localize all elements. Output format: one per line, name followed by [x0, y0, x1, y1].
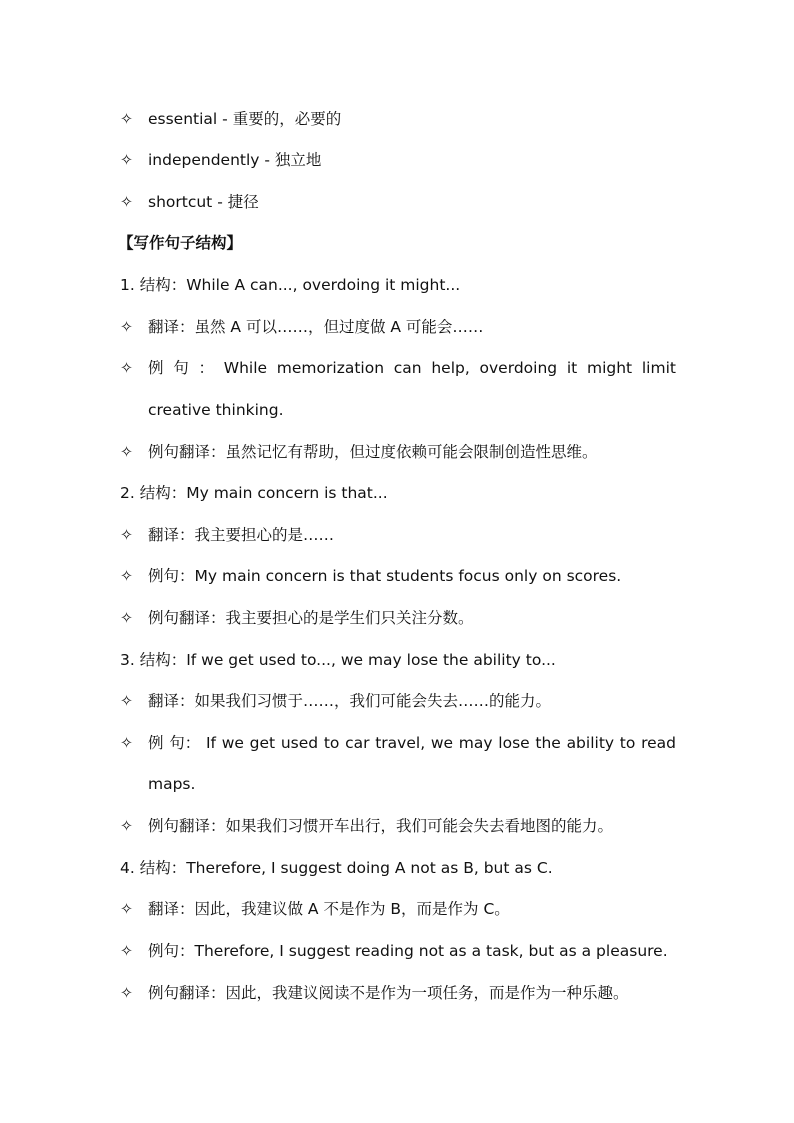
diamond-star-icon: ✧ — [120, 942, 133, 960]
structure-4: 4. 结构：Therefore, I suggest doing A not as B, but as C. — [120, 859, 553, 877]
vocab-word: independently — [148, 151, 260, 169]
example-1-line: 例 句 ： While memorization can help, overdoing it might limit — [148, 359, 676, 377]
diamond-star-icon: ✧ — [120, 567, 133, 585]
structure-2: 2. 结构：My main concern is that... — [120, 484, 388, 502]
diamond-star-icon: ✧ — [120, 193, 133, 211]
section-heading: 【写作句子结构】 — [118, 234, 243, 252]
structure-3: 3. 结构：If we get used to..., we may lose the ability to... — [120, 651, 556, 669]
vocab-meaning: 重要的，必要的 — [232, 110, 342, 128]
diamond-star-icon: ✧ — [120, 110, 133, 128]
diamond-star-icon: ✧ — [120, 318, 133, 336]
vocab-word: essential — [148, 110, 218, 128]
diamond-star-icon: ✧ — [120, 900, 133, 918]
diamond-star-icon: ✧ — [120, 151, 133, 169]
example-3-line: 例 句： If we get used to car travel, we may lose the ability to read — [148, 734, 676, 752]
vocab-meaning: 独立地 — [274, 151, 322, 169]
diamond-star-icon: ✧ — [120, 692, 133, 710]
diamond-star-icon: ✧ — [120, 817, 133, 835]
diamond-star-icon: ✧ — [120, 443, 133, 461]
vocab-word: shortcut — [148, 193, 213, 211]
diamond-star-icon: ✧ — [120, 609, 133, 627]
diamond-star-icon: ✧ — [120, 359, 133, 377]
diamond-star-icon: ✧ — [120, 526, 133, 544]
document-page: ✧ essential - 重要的，必要的 ✧ independently - 独立地 ✧ shortcut - 捷径 【写作句子结构】 1. 结构：While A can..., overdoing it might... ✧ 翻译：虽然 A 可以……，但过度做 A 可能会…… ✧ 例 句 ： While memorization can help, overdoing it might limit creative thinking. ✧ 例句翻译：虽然记忆有帮助，但过度依赖可能会限制创造性思维。 2. 结构：My main concern is that... ✧ 翻译：我主要担心的是…… ✧ 例句：My main concern is that students focus only on scores. ✧ 例句翻译：我主要担心的是学生们只关注分数。 3. 结构：If we get used to..., we may lose the ability to... ✧ 翻译：如果我们习惯于……，我们可能会失去……的能力。 ✧ 例 句： If we get used to car travel, we may lose the ability to read maps. ✧ 例句翻译：如果我们习惯开车出行，我们可能会失去看地图的能力。 4. 结构：Therefore, I suggest doing A not as B, but as C. ✧ 翻译：因此，我建议做 A 不是作为 B，而是作为 C。 ✧ 例句：Therefore, I suggest reading not as a task, but as a pleasure. ✧ 例句翻译：因此，我建议阅读不是作为一项任务，而是作为一种乐趣。 — [118, 110, 676, 1002]
structure-1: 1. 结构：While A can..., overdoing it might... — [120, 276, 461, 294]
vocab-meaning: 捷径 — [227, 193, 259, 211]
diamond-star-icon: ✧ — [120, 734, 133, 752]
diamond-star-icon: ✧ — [120, 984, 133, 1002]
